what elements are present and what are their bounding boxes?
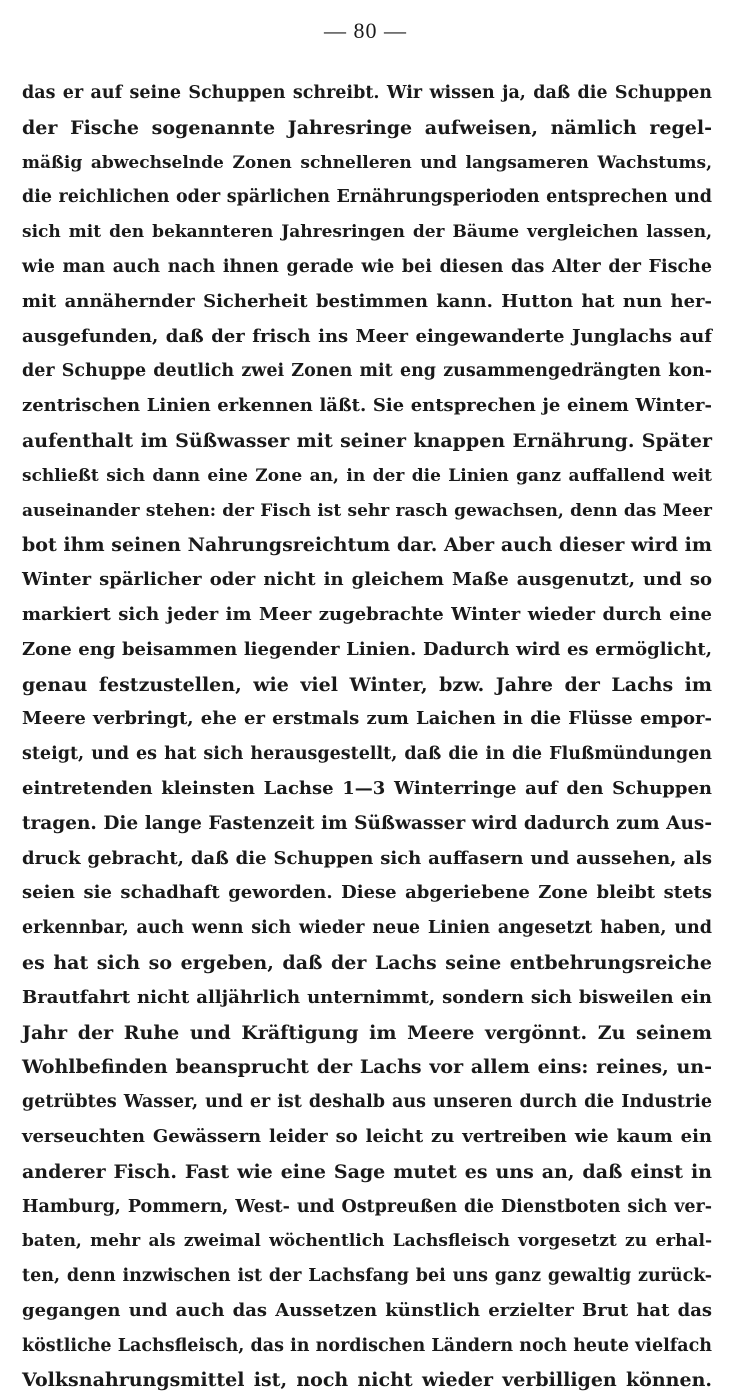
text-line: Hamburg, Pommern, West- und Ostpreußen die Dienstboten sich ver- (22, 1196, 712, 1217)
text-line: gegangen und auch das Aussetzen künstlich erzielter Brut hat das (22, 1299, 712, 1321)
text-line: es hat sich so ergeben, daß der Lachs seine entbehrungsreiche (22, 951, 712, 974)
text-line: baten, mehr als zweimal wöchentlich Lachsfleisch vorgesetzt zu erhal- (22, 1231, 712, 1252)
text-line: Winter spärlicher oder nicht in gleichem Maße ausgenutzt, und so (22, 569, 712, 591)
page-number: — 80 — (324, 18, 407, 43)
text-line: der Schuppe deutlich zwei Zonen mit eng zusammengedrängten kon- (22, 361, 712, 382)
text-line: das er auf seine Schuppen schreibt. Wir wissen ja, daß die Schuppen (22, 83, 712, 103)
text-line: Brautfahrt nicht alljährlich unternimmt, sondern sich bisweilen ein (22, 986, 712, 1008)
text-line: markiert sich jeder im Meer zugebrachte Winter wieder durch eine (22, 603, 712, 625)
text-line: schließt sich dann eine Zone an, in der die Linien ganz auffallend weit (22, 465, 712, 486)
text-line: sich mit den bekannteren Jahresringen der Bäume vergleichen lassen, (22, 222, 712, 243)
text-line: mit annähernder Sicherheit bestimmen kann. Hutton hat nun her- (22, 290, 712, 312)
text-line: wie man auch nach ihnen gerade wie bei diesen das Alter der Fische (22, 256, 712, 277)
text-line: erkennbar, auch wenn sich wieder neue Linien angesetzt haben, und (22, 918, 712, 939)
text-line: seien sie schadhaft geworden. Diese abgeriebene Zone bleibt stets (22, 882, 712, 904)
text-line: Volksnahrungsmittel ist, noch nicht wieder verbilligen können. (22, 1369, 712, 1392)
text-line: genau festzustellen, wie viel Winter, bzw. Jahre der Lachs im (22, 673, 712, 696)
text-line: anderer Fisch. Fast wie eine Sage mutet es uns an, daß einst in (22, 1160, 712, 1183)
text-line: Jahr der Ruhe und Kräftigung im Meere vergönnt. Zu seinem (22, 1021, 712, 1044)
text-line: steigt, und es hat sich herausgestellt, daß die in die Flußmündungen (22, 744, 712, 765)
text-line: Meere verbringt, ehe er erstmals zum Laichen in die Flüsse empor- (22, 708, 712, 730)
text-line: getrübtes Wasser, und er ist deshalb aus unseren durch die Industrie (22, 1092, 712, 1113)
text-line: aufenthalt im Süßwasser mit seiner knappen Ernährung. Später (22, 429, 712, 452)
text-line: verseuchten Gewässern leider so leicht zu vertreiben wie kaum ein (22, 1125, 712, 1147)
text-line: bot ihm seinen Nahrungsreichtum dar. Aber auch dieser wird im (22, 534, 712, 557)
text-line: ten, denn inzwischen ist der Lachsfang bei uns ganz gewaltig zurück- (22, 1266, 712, 1287)
text-line: tragen. Die lange Fastenzeit im Süßwasser wird dadurch zum Aus- (22, 812, 712, 834)
text-line: eintretenden kleinsten Lachse 1—3 Winterringe auf den Schuppen (22, 777, 712, 799)
text-line: mäßig abwechselnde Zonen schnelleren und langsameren Wachstums, (22, 152, 712, 173)
text-line: Zone eng beisammen liegender Linien. Dadurch wird es ermöglicht, (22, 638, 712, 660)
text-line: ausgefunden, daß der frisch ins Meer eingewanderte Junglachs auf (22, 325, 712, 347)
text-line: der Fische sogenannte Jahresringe aufweisen, nämlich regel- (22, 116, 712, 139)
text-line: Wohlbefinden beansprucht der Lachs vor allem eins: reines, un- (22, 1056, 712, 1079)
text-line: die reichlichen oder spärlichen Ernährungsperioden entsprechen und (22, 187, 712, 208)
text-line: druck gebracht, daß die Schuppen sich auffasern und aussehen, als (22, 847, 712, 869)
text-line: auseinander stehen: der Fisch ist sehr rasch gewachsen, denn das Meer (22, 500, 712, 521)
text-line: köstliche Lachsfleisch, das in nordischen Ländern noch heute vielfach (22, 1335, 712, 1356)
text-line: zentrischen Linien erkennen läßt. Sie entsprechen je einem Winter- (22, 395, 712, 417)
